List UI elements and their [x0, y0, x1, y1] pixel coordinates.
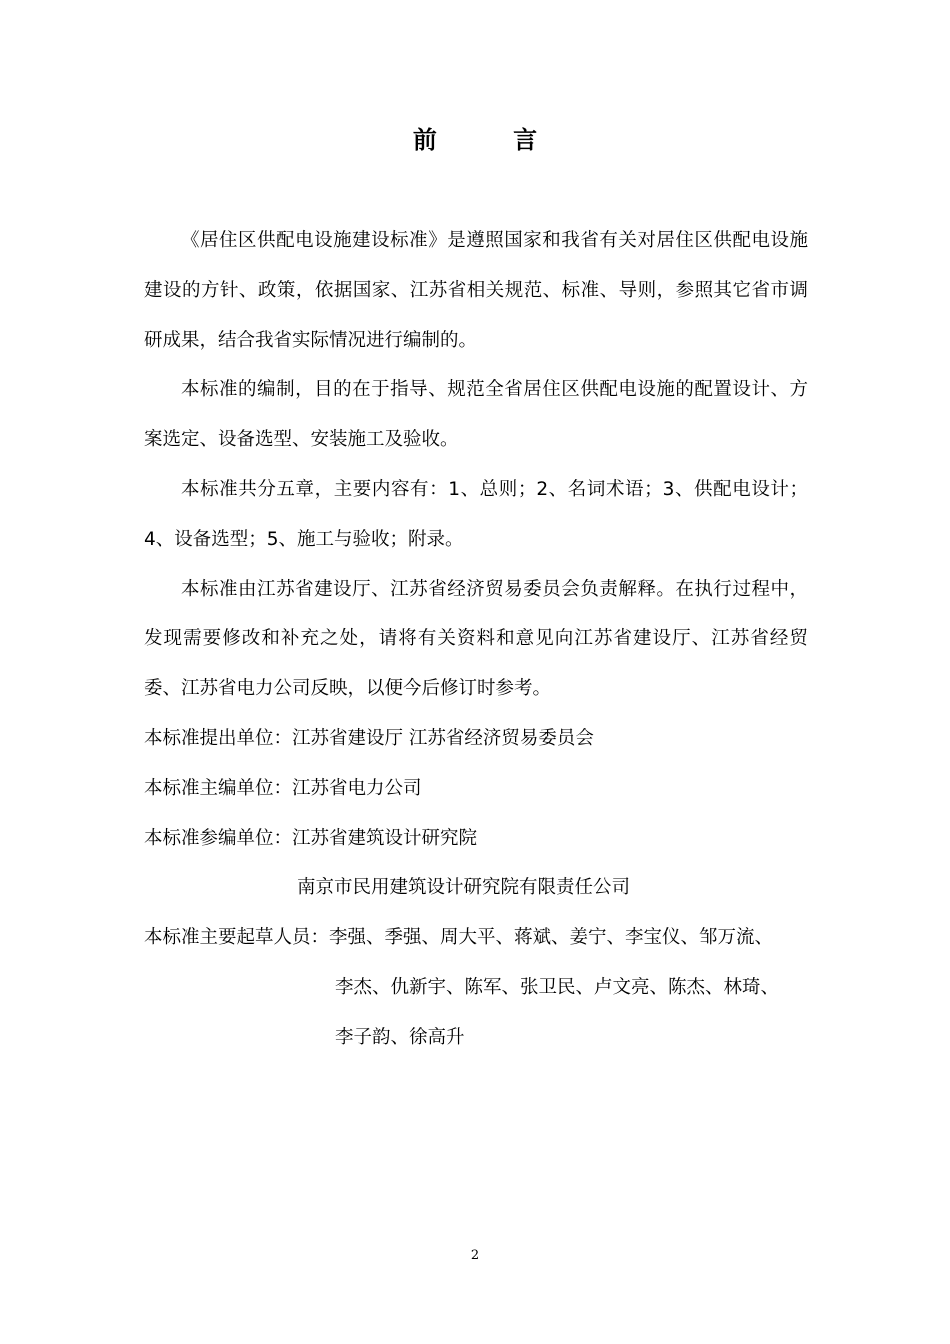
chief-editor-unit: 本标准主编单位：江苏省电力公司	[144, 777, 422, 799]
drafters-line-3: 李子韵、徐高升	[335, 1026, 465, 1048]
paragraph-interpretation: 本标准由江苏省建设厅、江苏省经济贸易委员会负责解释。在执行过程中，发现需要修改和补充之处，请将有关资料和意见向江苏省建设厅、江苏省经贸委、江苏省电力公司反映，以便今后修订时参考。	[144, 578, 808, 700]
drafters-line-1: 本标准主要起草人员：李强、季强、周大平、蒋斌、姜宁、李宝仪、邹万流、	[144, 927, 774, 949]
participant-unit-1: 本标准参编单位：江苏省建筑设计研究院	[144, 827, 478, 849]
drafters-line-2: 李杰、仇新宇、陈军、张卫民、卢文亮、陈杰、林琦、	[335, 976, 780, 998]
proposer-unit: 本标准提出单位：江苏省建设厅 江苏省经济贸易委员会	[144, 727, 594, 749]
document-body	[144, 216, 808, 1063]
participant-unit-2: 南京市民用建筑设计研究院有限责任公司	[297, 877, 631, 899]
paragraph-intro: 《居住区供配电设施建设标准》是遵照国家和我省有关对居住区供配电设施建设的方针、政策，依据国家、江苏省相关规范、标准、导则，参照其它省市调研成果，结合我省实际情况进行编制的。	[144, 230, 808, 351]
page-title: 前 言	[412, 126, 572, 154]
paragraph-chapters: 本标准共分五章，主要内容有：1、总则；2、名词术语；3、供配电设计；4、设备选型；5、施工与验收；附录。	[144, 478, 808, 550]
page-number: 2	[470, 1248, 480, 1263]
paragraph-purpose: 本标准的编制，目的在于指导、规范全省居住区供配电设施的配置设计、方案选定、设备选型、安装施工及验收。	[144, 379, 808, 451]
